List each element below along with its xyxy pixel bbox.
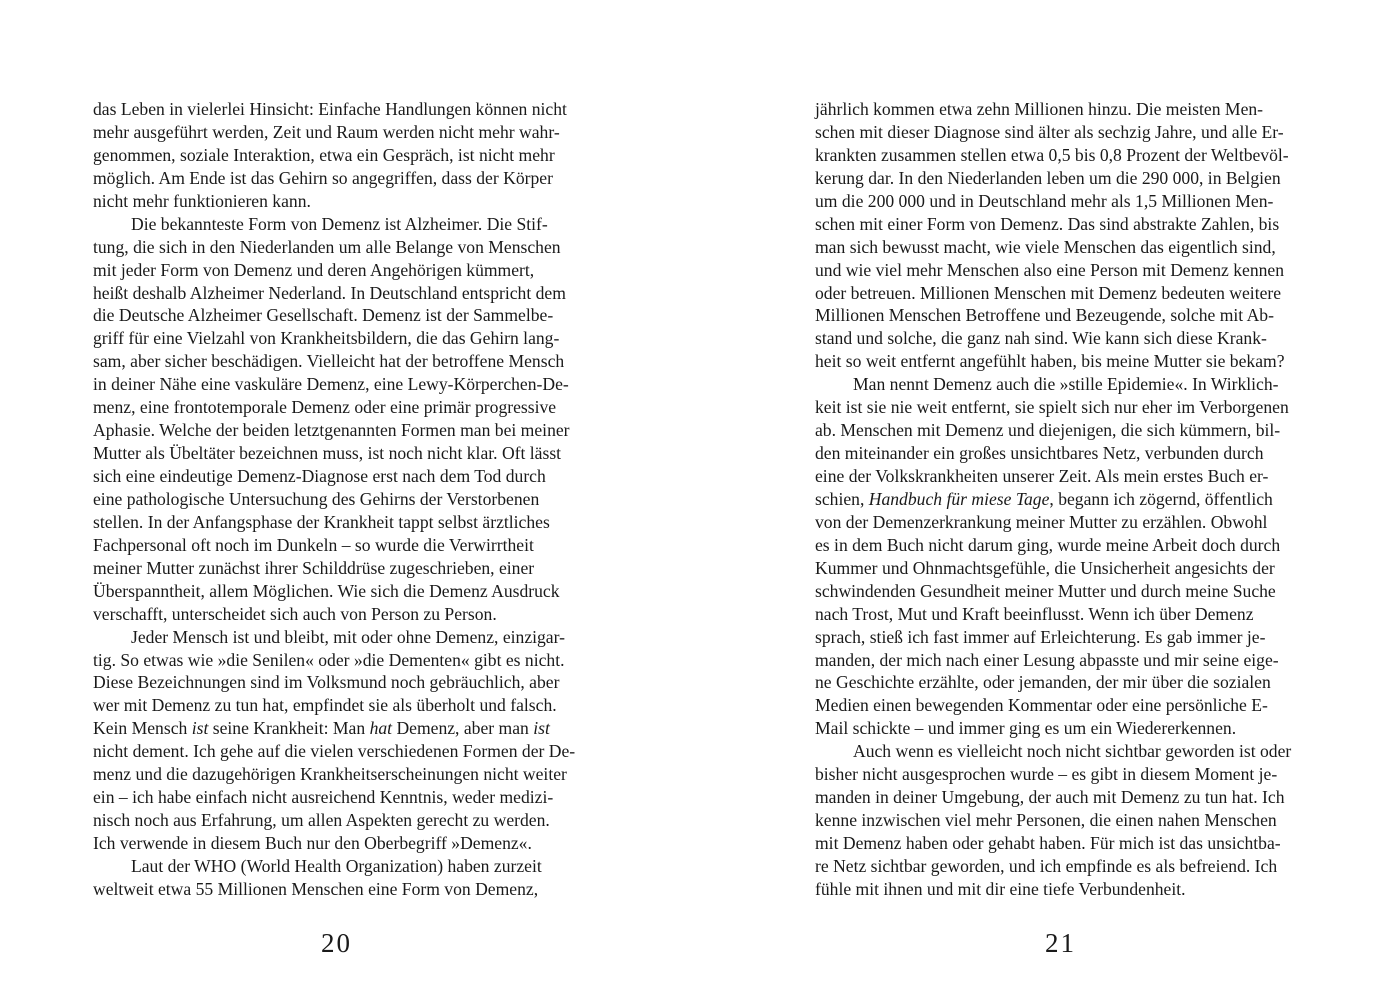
- text-line: nach Trost, Mut und Kraft beeinflusst. Wenn ich über Demenz: [815, 603, 1254, 624]
- text-line: [815, 488, 1291, 511]
- page-number-left: 20: [321, 928, 352, 958]
- right-page: [698, 0, 1396, 1000]
- text-line: um die 200 000 und in Deutschland mehr als 1,5 Millionen Men-: [815, 190, 1274, 211]
- text-span: , begann ich zögernd, öffentlich: [1049, 488, 1273, 509]
- text-line: möglich. Am Ende ist das Gehirn so angegriffen, dass der Körper: [93, 167, 553, 188]
- text-line: in deiner Nähe eine vaskuläre Demenz, eine Lewy-Körperchen-De-: [93, 374, 569, 395]
- text-line: krankten zusammen stellen etwa 0,5 bis 0,8 Prozent der Weltbevöl-: [815, 144, 1289, 165]
- text-line: keit ist sie nie weit entfernt, sie spielt sich nur eher im Verborgenen: [815, 397, 1289, 418]
- text-line: den miteinander ein großes unsichtbares Netz, verbunden durch: [815, 443, 1264, 464]
- text-line: fühle mit ihnen und mit dir eine tiefe Verbundenheit.: [815, 878, 1186, 899]
- text-line: genommen, soziale Interaktion, etwa ein Gespräch, ist nicht mehr: [93, 144, 555, 165]
- text-line: stellen. In der Anfangsphase der Krankheit tappt selbst ärztliches: [93, 511, 550, 532]
- text-line: mit jeder Form von Demenz und deren Angehörigen kümmert,: [93, 259, 535, 280]
- text-line: manden in deiner Umgebung, der auch mit Demenz zu tun hat. Ich: [815, 787, 1285, 808]
- text-line: die Deutsche Alzheimer Gesellschaft. Demenz ist der Sammelbe-: [93, 305, 554, 326]
- text-line: tung, die sich in den Niederlanden um alle Belange von Menschen: [93, 236, 561, 257]
- text-line: man sich bewusst macht, wie viele Menschen das eigentlich sind,: [815, 236, 1276, 257]
- text-line: Laut der WHO (World Health Organization) haben zurzeit: [131, 855, 542, 876]
- text-line: oder betreuen. Millionen Menschen mit Demenz bedeuten weitere: [815, 282, 1282, 303]
- text-span: Kein Mensch: [93, 718, 192, 739]
- text-line: weltweit etwa 55 Millionen Menschen eine Form von Demenz,: [93, 878, 539, 899]
- italic-text: Handbuch für miese Tage: [868, 488, 1050, 509]
- text-line: Diese Bezeichnungen sind im Volksmund noch gebräuchlich, aber: [93, 672, 560, 693]
- text-line: eine pathologische Untersuchung des Gehirns der Verstorbenen: [93, 488, 540, 509]
- text-line: ein – ich habe einfach nicht ausreichend Kenntnis, weder medizi-: [93, 787, 554, 808]
- text-line: Medien einen bewegenden Kommentar oder eine persönliche E-: [815, 695, 1268, 716]
- text-line: [93, 717, 575, 740]
- text-line: nicht dement. Ich gehe auf die vielen verschiedenen Formen der De-: [93, 741, 576, 762]
- text-line: und wie viel mehr Menschen also eine Person mit Demenz kennen: [815, 259, 1285, 280]
- right-page-body: [815, 98, 1291, 901]
- text-line: tig. So etwas wie »die Senilen« oder »die Dementen« gibt es nicht.: [93, 649, 565, 670]
- text-line: Aphasie. Welche der beiden letztgenannten Formen man bei meiner: [93, 420, 570, 441]
- text-line: manden, der mich nach einer Lesung abpasste und mir seine eige-: [815, 649, 1279, 670]
- text-line: Mail schickte – und immer ging es um ein Wiedererkennen.: [815, 718, 1237, 739]
- text-line: schen mit einer Form von Demenz. Das sind abstrakte Zahlen, bis: [815, 213, 1280, 234]
- text-line: nicht mehr funktionieren kann.: [93, 190, 311, 211]
- text-line: heißt deshalb Alzheimer Nederland. In Deutschland entspricht dem: [93, 282, 566, 303]
- text-line: Fachpersonal oft noch im Dunkeln – so wurde die Verwirrtheit: [93, 534, 534, 555]
- text-line: bisher nicht ausgesprochen wurde – es gibt in diesem Moment je-: [815, 764, 1278, 785]
- text-line: Kummer und Ohnmachtsgefühle, die Unsicherheit angesichts der: [815, 557, 1275, 578]
- text-line: kenne inzwischen viel mehr Personen, die einen nahen Menschen: [815, 810, 1277, 831]
- italic-text: ist: [191, 718, 209, 739]
- text-line: ab. Menschen mit Demenz und diejenigen, die sich kümmern, bil-: [815, 420, 1281, 441]
- page-number-right: 21: [1045, 928, 1076, 958]
- text-line: sam, aber sicher beschädigen. Vielleicht hat der betroffene Mensch: [93, 351, 565, 372]
- text-line: schwindenden Gesundheit meiner Mutter und durch meine Suche: [815, 580, 1276, 601]
- text-line: nisch noch aus Erfahrung, um allen Aspekten gerecht zu werden.: [93, 810, 550, 831]
- text-line: mit Demenz haben oder gehabt haben. Für mich ist das unsichtba-: [815, 833, 1281, 853]
- text-line: Millionen Menschen Betroffene und Bezeugende, solche mit Ab-: [815, 305, 1274, 326]
- text-line: das Leben in vielerlei Hinsicht: Einfache Handlungen können nicht: [93, 99, 567, 119]
- italic-text: ist: [533, 718, 550, 739]
- text-line: meiner Mutter zunächst ihrer Schilddrüse zugeschrieben, einer: [93, 557, 535, 578]
- text-line: stand und solche, die ganz nah sind. Wie kann sich diese Krank-: [815, 328, 1267, 349]
- text-line: eine der Volkskrankheiten unserer Zeit. Als mein erstes Buch er-: [815, 466, 1269, 486]
- text-line: kerung dar. In den Niederlanden leben um die 290 000, in Belgien: [815, 167, 1281, 188]
- text-line: von der Demenzerkrankung meiner Mutter zu erzählen. Obwohl: [815, 511, 1268, 532]
- text-line: heit so weit entfernt angefühlt haben, bis meine Mutter sie bekam?: [815, 351, 1285, 372]
- text-line: Man nennt Demenz auch die »stille Epidemie«. In Wirklich-: [853, 374, 1279, 395]
- text-line: menz und die dazugehörigen Krankheitserscheinungen nicht weiter: [93, 764, 567, 785]
- left-page-body: [93, 98, 575, 901]
- text-line: sprach, stieß ich fast immer auf Erleichterung. Es gab immer je-: [815, 626, 1266, 647]
- text-line: Überspanntheit, allem Möglichen. Wie sich die Demenz Ausdruck: [93, 580, 560, 601]
- text-line: verschafft, unterscheidet sich auch von Person zu Person.: [93, 603, 497, 624]
- text-line: es in dem Buch nicht darum ging, wurde meine Arbeit doch durch: [815, 534, 1281, 555]
- italic-text: hat: [369, 718, 393, 739]
- text-span: seine Krankheit: Man: [208, 718, 370, 739]
- text-line: Jeder Mensch ist und bleibt, mit oder ohne Demenz, einzigar-: [131, 626, 565, 647]
- text-line: Auch wenn es vielleicht noch nicht sichtbar geworden ist oder: [853, 741, 1292, 762]
- text-line: Die bekannteste Form von Demenz ist Alzheimer. Die Stif-: [131, 213, 548, 234]
- text-line: wer mit Demenz zu tun hat, empfindet sie als überholt und falsch.: [93, 695, 557, 716]
- text-line: Mutter als Übeltäter bezeichnen muss, ist noch nicht klar. Oft lässt: [93, 443, 562, 464]
- text-line: jährlich kommen etwa zehn Millionen hinzu. Die meisten Men-: [815, 99, 1264, 119]
- text-line: griff für eine Vielzahl von Krankheitsbildern, die das Gehirn lang-: [93, 328, 560, 349]
- text-line: re Netz sichtbar geworden, und ich empfinde es als befreiend. Ich: [815, 855, 1278, 876]
- text-line: schen mit dieser Diagnose sind älter als sechzig Jahre, und alle Er-: [815, 121, 1284, 142]
- text-line: sich eine eindeutige Demenz-Diagnose erst nach dem Tod durch: [93, 466, 546, 486]
- text-line: ne Geschichte erzählte, oder jemanden, der mir über die sozialen: [815, 672, 1271, 693]
- text-span: schien,: [815, 488, 869, 509]
- text-line: mehr ausgeführt werden, Zeit und Raum werden nicht mehr wahr-: [93, 121, 560, 142]
- text-line: Ich verwende in diesem Buch nur den Oberbegriff »Demenz«.: [93, 833, 532, 853]
- text-span: Demenz, aber man: [392, 718, 534, 739]
- text-line: menz, eine frontotemporale Demenz oder eine primär progressive: [93, 397, 557, 418]
